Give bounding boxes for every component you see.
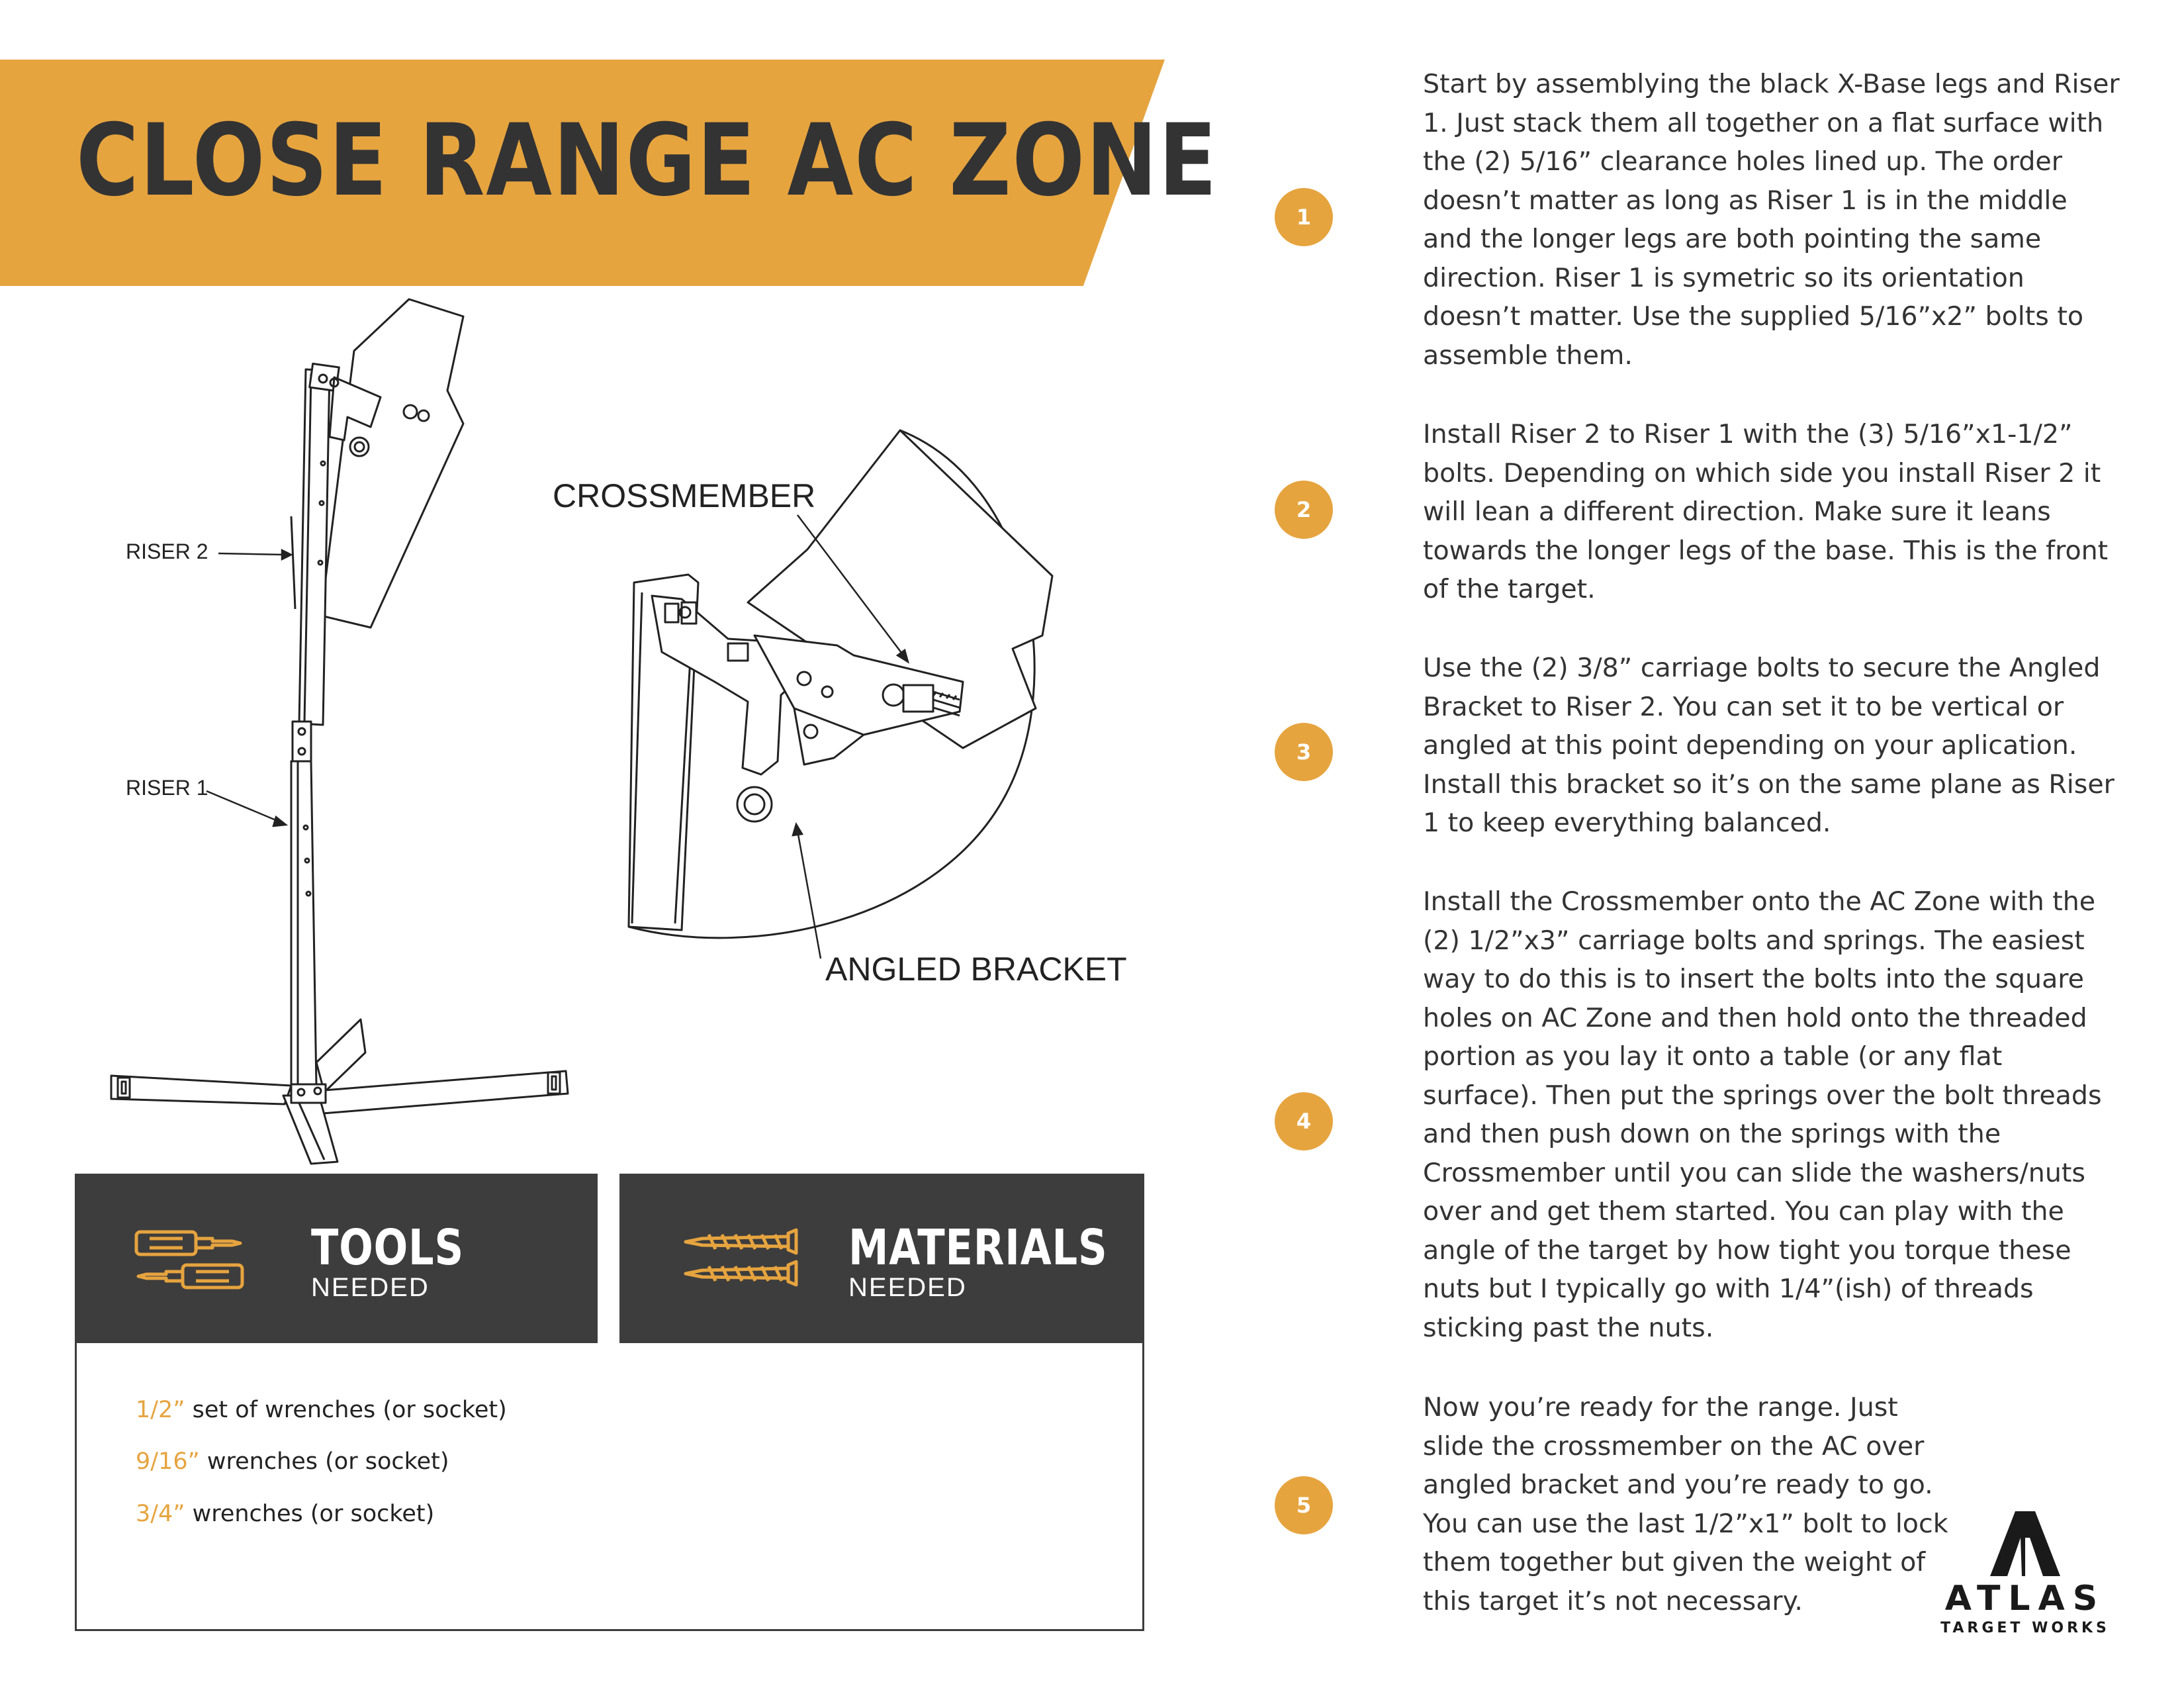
logo-tagline: TARGET WORKS xyxy=(1940,1620,2110,1636)
base-leg-right xyxy=(316,1071,568,1113)
tool-size: 3/4” xyxy=(136,1501,185,1527)
screw-icon xyxy=(682,1227,801,1293)
label-crossmember: CROSSMEMBER xyxy=(553,477,816,514)
tool-size: 9/16” xyxy=(136,1448,200,1475)
base-leg-left xyxy=(111,1076,291,1104)
tools-materials-panel xyxy=(75,1343,1144,1631)
materials-title: MATERIALS xyxy=(848,1219,1108,1276)
step-text-5: Now you’re ready for the range. Just slide the crossmember on the AC over angled bracket and you’re ready to go. You can use the last 1/2”x1” bolt to lock them together but given the weight of this target it’s not necessary. xyxy=(1423,1392,1948,1617)
step-number-2: 2 xyxy=(1275,481,1333,539)
label-angled-bracket: ANGLED BRACKET xyxy=(825,951,1127,988)
page-title: CLOSE RANGE AC ZONE xyxy=(76,103,1218,218)
tool-text: wrenches (or socket) xyxy=(199,1448,449,1475)
tool-item xyxy=(136,1501,434,1527)
step-number-4: 4 xyxy=(1275,1092,1333,1150)
step-text-3: Use the (2) 3/8” carriage bolts to secure the Angled Bracket to Riser 2. You can set it to be vertical or angled at this point depending on your aplication. Install this bracket so it’s on the same plane as Riser 1 to keep everything balanced. xyxy=(1423,653,2115,838)
tool-item xyxy=(136,1397,507,1423)
step-text-4: Install the Crossmember onto the AC Zone with the (2) 1/2”x3” carriage bolts and springs. The easiest way to do this is to insert the bolts into the square holes on AC Zone and then hold onto the threaded portion as you lay it onto a table (or any flat surface). Then put the springs over the bolt threads and then push down on the springs with the Crossmember until you can slide the washers/nuts over and get them started. You can play with the angle of the target by how tight you torque these nuts but I typically go with 1/4”(ish) of threads sticking past the nuts. xyxy=(1423,886,2102,1343)
tools-header xyxy=(75,1174,598,1343)
label-riser-2: RISER 2 xyxy=(126,539,208,563)
step-text-2: Install Riser 2 to Riser 1 with the (3) 5/16”x1-1/2” bolts. Depending on which side you install Riser 2 it will lean a different direction. Make sure it leans towards the longer legs of the base. This is the front of the target. xyxy=(1423,419,2109,604)
target-stand-drawing xyxy=(111,299,568,1164)
ac-zone-plate xyxy=(321,299,463,628)
materials-header xyxy=(619,1174,1144,1343)
label-arrows xyxy=(206,550,291,826)
logo-name: ATLAS xyxy=(1944,1579,2106,1618)
riser-2 xyxy=(299,369,330,725)
tools-subtitle: NEEDED xyxy=(311,1273,430,1302)
tool-item xyxy=(136,1448,449,1475)
tool-text: wrenches (or socket) xyxy=(185,1501,435,1527)
step-number-5: 5 xyxy=(1275,1476,1333,1534)
tool-size: 1/2” xyxy=(136,1397,185,1423)
step-text-1: Start by assemblying the black X-Base legs and Riser 1. Just stack them all together on a flat surface with the (2) 5/16” clearance holes lined up. The order doesn’t matter as long as Riser 1 is in the middle and the longer legs are both pointing the same direction. Riser 1 is symetric so its orientation doesn’t matter. Use the supplied 5/16”x2” bolts to assemble them. xyxy=(1423,69,2120,371)
riser-1 xyxy=(291,761,316,1086)
atlas-logo-icon xyxy=(1989,1511,2062,1577)
step-number-3: 3 xyxy=(1275,723,1333,781)
step-number-1: 1 xyxy=(1275,188,1333,246)
assembly-illustration xyxy=(0,0,1191,1172)
tool-text: set of wrenches (or socket) xyxy=(185,1397,507,1423)
materials-subtitle: NEEDED xyxy=(848,1273,967,1302)
tools-title: TOOLS xyxy=(311,1219,465,1276)
screwdriver-icon xyxy=(133,1227,246,1293)
label-riser-1: RISER 1 xyxy=(126,776,208,800)
